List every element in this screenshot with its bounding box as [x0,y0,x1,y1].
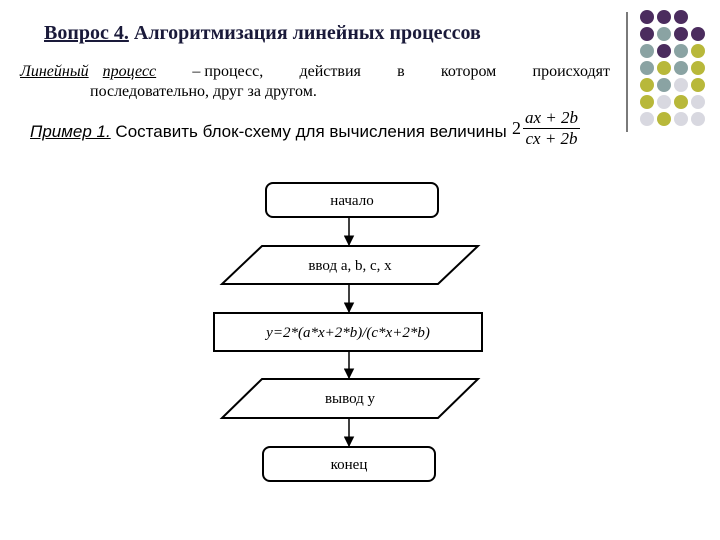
flowchart-input-label: ввод a, b, c, x [308,258,392,274]
definition-word: действия [299,63,361,80]
definition-word: – процесс, [192,63,264,80]
formula-numerator: ax + 2b [525,108,579,127]
example-text: Составить блок-схему для вычисления величины [110,122,507,141]
definition-word: происходят [532,63,610,80]
title-text: Алгоритмизация линейных процессов [128,22,481,44]
definition-line-2: последовательно, друг за другом. [90,83,317,100]
formula-coefficient: 2 [512,118,521,138]
flowchart-output-label: вывод y [324,391,376,407]
flowchart-start-label: начало [330,193,374,209]
term-word-2: процесс [102,63,157,80]
definition-word: котором [440,63,497,80]
term-word-1: Линейный [20,63,89,80]
title-prefix: Вопрос 4. [44,22,129,44]
example-label: Пример 1. [30,122,111,141]
flowchart-process-label: y=2*(a*x+2*b)/(c*x+2*b) [266,325,430,341]
formula-denominator: cx + 2b [525,129,578,148]
flowchart-end-label: конец [330,457,368,473]
definition-word: в [397,63,405,80]
